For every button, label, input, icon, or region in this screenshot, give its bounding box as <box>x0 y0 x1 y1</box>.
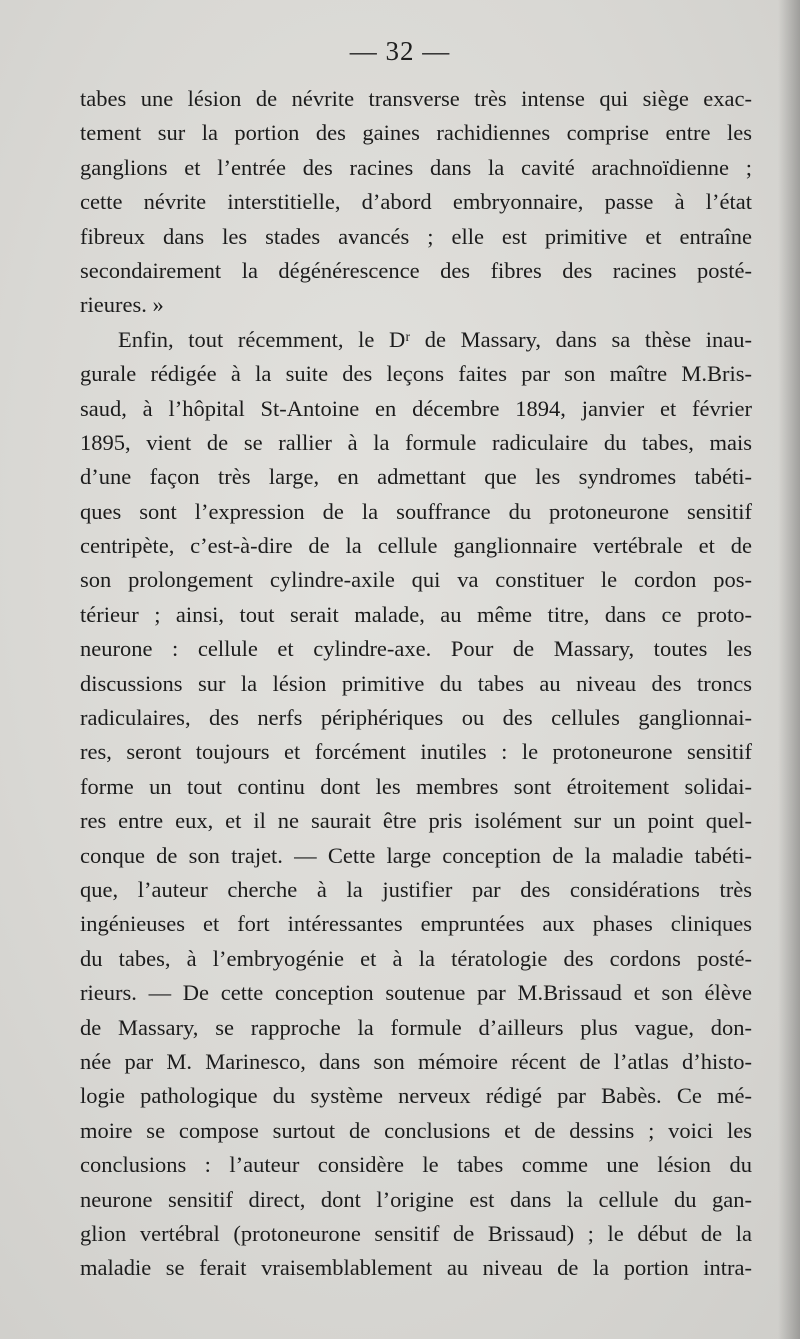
text-line: centripète, c’est-à-dire de la cellule ganglionnaire vertébrale et de <box>80 533 752 559</box>
text-line: du tabes, à l’embryogénie et à la tératologie des cordons posté- <box>80 945 752 971</box>
text-line: moire se compose surtout de conclusions et de dessins ; voici les <box>80 1117 752 1143</box>
text-line: discussions sur la lésion primitive du tabes au niveau des troncs <box>80 670 752 696</box>
text-line: maladie se ferait vraisemblablement au niveau de la portion intra- <box>80 1255 752 1281</box>
text-line: res entre eux, et il ne saurait être pris isolément sur un point quel- <box>80 808 752 834</box>
text-line: que, l’auteur cherche à la justifier par des considérations très <box>80 876 752 902</box>
text-line: conclusions : l’auteur considère le tabes comme une lésion du <box>80 1152 752 1178</box>
text-line: fibreux dans les stades avancés ; elle est primitive et entraîne <box>80 223 752 249</box>
text-line: saud, à l’hôpital St-Antoine en décembre 1894, janvier et février <box>80 395 752 421</box>
text-line: tabes une lésion de névrite transverse très intense qui siège exac- <box>80 86 752 111</box>
text-line: secondairement la dégénérescence des fibres des racines posté- <box>80 257 752 283</box>
text-line: ques sont l’expression de la souffrance du protoneurone sensitif <box>80 498 752 524</box>
text-line: rieurs. — De cette conception soutenue par M.Brissaud et son élève <box>80 980 752 1006</box>
paragraph-start-line: Enfin, tout récemment, le Dʳ de Massary, dans sa thèse inau- <box>118 326 752 352</box>
text-line: de Massary, se rapproche la formule d’ailleurs plus vague, don- <box>80 1014 752 1040</box>
text-line: rieures. » <box>80 292 164 318</box>
text-line: conque de son trajet. — Cette large conception de la maladie tabéti- <box>80 842 752 868</box>
text-line: radiculaires, des nerfs périphériques ou des cellules ganglionnai- <box>80 705 752 731</box>
text-line: ganglions et l’entrée des racines dans la cavité arachnoïdienne ; <box>80 154 752 180</box>
text-line: glion vertébral (protoneurone sensitif de Brissaud) ; le début de la <box>80 1220 752 1246</box>
text-line: ingénieuses et fort intéressantes empruntées aux phases cliniques <box>80 911 752 937</box>
text-line: gurale rédigée à la suite des leçons faites par son maître M.Bris- <box>80 361 752 387</box>
text-line: neurone sensitif direct, dont l’origine est dans la cellule du gan- <box>80 1186 752 1212</box>
text-line: res, seront toujours et forcément inutiles : le protoneurone sensitif <box>80 739 752 765</box>
page-binding-shadow <box>778 0 800 1339</box>
page-number: — 32 — <box>349 36 451 66</box>
text-line: forme un tout continu dont les membres sont étroitement solidai- <box>80 773 752 799</box>
text-line: 1895, vient de se rallier à la formule radiculaire du tabes, mais <box>80 429 752 455</box>
text-line: logie pathologique du système nerveux rédigé par Babès. Ce mé- <box>80 1083 752 1109</box>
text-line: tement sur la portion des gaines rachidiennes comprise entre les <box>80 120 752 146</box>
text-line: cette névrite interstitielle, d’abord embryonnaire, passe à l’état <box>80 189 752 215</box>
text-line: d’une façon très large, en admettant que les syndromes tabéti- <box>80 464 752 490</box>
text-line: son prolongement cylindre-axile qui va constituer le cordon pos- <box>80 567 752 593</box>
body-text <box>80 82 752 1286</box>
text-line: neurone : cellule et cylindre-axe. Pour de Massary, toutes les <box>80 636 752 662</box>
text-line: née par M. Marinesco, dans son mémoire récent de l’atlas d’histo- <box>80 1048 752 1074</box>
text-line: térieur ; ainsi, tout serait malade, au même titre, dans ce proto- <box>80 601 752 627</box>
